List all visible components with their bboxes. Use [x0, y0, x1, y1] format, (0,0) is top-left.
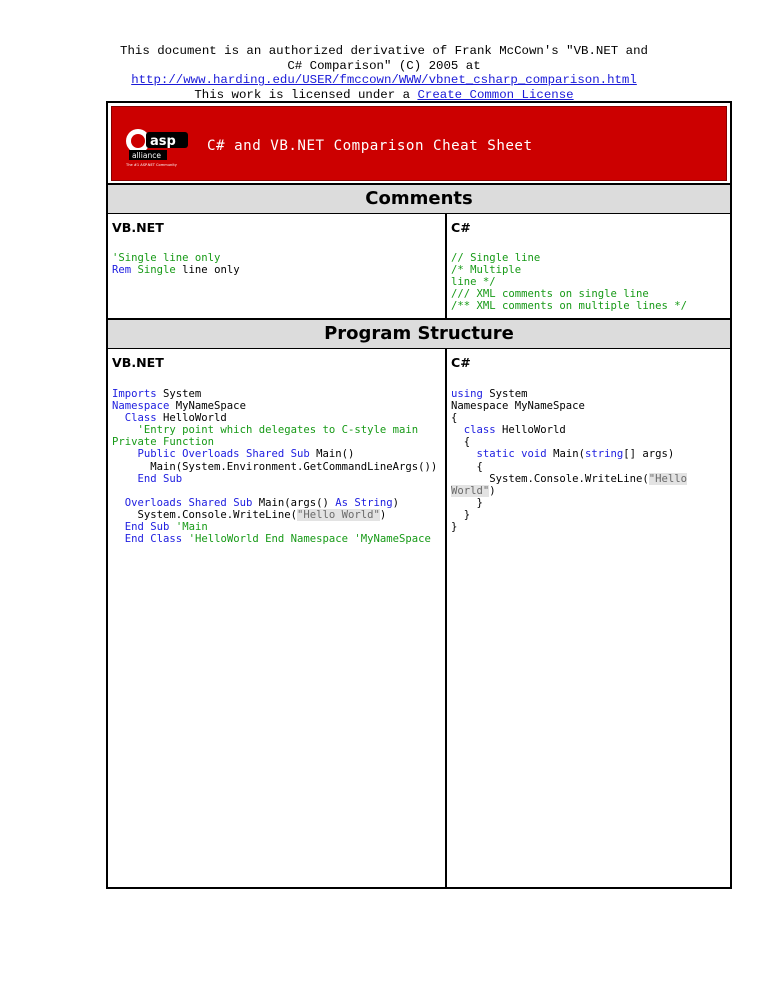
code-keyword: Public Overloads Shared Sub [137, 448, 310, 461]
code-string: "Hello [648, 472, 687, 485]
code-line [451, 412, 457, 424]
code-text: } [451, 496, 483, 509]
structure-vbnet-heading: VB.NET [112, 355, 164, 370]
structure-csharp-heading: C# [451, 355, 471, 370]
license-prefix: This work is licensed under a [194, 87, 418, 102]
code-text: Main( [546, 448, 585, 461]
code-comment: /// XML comments on single line [451, 288, 649, 301]
logo-sub-text: alliance [132, 151, 161, 160]
code-comment: 'Entry point which delegates to C-style main [137, 424, 419, 437]
code-text: } [451, 521, 458, 534]
comments-vbnet-heading: VB.NET [112, 220, 164, 235]
aspalliance-logo-icon [124, 125, 190, 167]
code-line [112, 400, 246, 412]
structure-vbnet-code [112, 388, 437, 545]
structure-csharp-code [451, 388, 687, 533]
code-text: Main(System.Environment.GetCommandLineArgs()) [112, 460, 438, 473]
code-keyword: Imports [112, 388, 157, 400]
code-line [451, 400, 585, 412]
code-keyword: Overloads Shared Sub [124, 496, 253, 509]
code-line [451, 264, 521, 276]
code-comment: Single [131, 264, 176, 277]
code-text: Main(args() [252, 496, 336, 509]
code-text: System [482, 388, 528, 400]
code-line [451, 388, 528, 400]
code-text: { [451, 412, 458, 425]
banner-title: C# and VB.NET Comparison Cheat Sheet [207, 138, 533, 154]
code-keyword: End Sub [124, 521, 170, 534]
notice-line-2: C# Comparison" (C) 2005 at [287, 58, 481, 73]
code-text [451, 424, 464, 436]
section-heading-comments: Comments [108, 183, 730, 214]
code-text: } [451, 508, 471, 521]
code-comment: /** XML comments on multiple lines */ [451, 300, 687, 313]
code-text: Namespace MyNameSpace [451, 400, 585, 413]
code-line [112, 412, 227, 424]
code-line [112, 497, 399, 509]
code-text: MyNameSpace [169, 400, 246, 413]
code-keyword: string [584, 448, 624, 461]
code-text [112, 497, 125, 509]
code-line [112, 436, 214, 448]
code-line [112, 533, 431, 545]
comments-csharp-heading: C# [451, 220, 471, 235]
code-keyword: As String [335, 496, 393, 509]
code-line [112, 521, 208, 533]
code-line [451, 252, 540, 264]
notice-line-1: This document is an authorized derivative of Frank McCown's "VB.NET and [120, 44, 648, 58]
comments-csharp-code [451, 252, 687, 312]
code-line [112, 264, 240, 276]
code-comment: 'HelloWorld End Namespace 'MyNameSpace [188, 533, 431, 546]
code-comment: line */ [451, 276, 496, 289]
code-comment: /* Multiple [451, 264, 522, 277]
cheat-sheet [106, 101, 732, 889]
logo-tagline: The #1 ASP.NET Community [126, 163, 177, 167]
code-comment: Private Function [112, 436, 215, 449]
code-line [112, 388, 201, 400]
column-divider [445, 349, 447, 889]
code-line [112, 252, 220, 264]
code-text [112, 424, 138, 436]
code-keyword: class [463, 424, 496, 437]
code-comment: 'Main [175, 521, 208, 534]
code-line [112, 424, 418, 436]
code-text [451, 448, 477, 460]
code-text: ) [392, 496, 400, 509]
code-text: HelloWorld [156, 412, 227, 425]
license-notice [0, 44, 768, 102]
code-text [112, 412, 125, 424]
code-line [451, 485, 496, 497]
column-divider [445, 214, 447, 318]
code-line [451, 300, 687, 312]
code-line [451, 521, 457, 533]
code-keyword: Class [124, 412, 157, 425]
code-text [112, 473, 138, 485]
section-heading-program-structure: Program Structure [108, 318, 730, 349]
code-comment: 'Single line only [112, 252, 221, 264]
code-text: Main() [309, 448, 355, 461]
code-text: HelloWorld [495, 424, 566, 437]
code-text: [] args) [623, 448, 675, 461]
code-keyword: static void [476, 448, 547, 461]
code-line [451, 509, 470, 521]
code-line [112, 448, 354, 460]
code-keyword: Rem [112, 264, 132, 277]
code-line [451, 276, 496, 288]
code-keyword: Namespace [112, 400, 170, 413]
code-line [451, 497, 483, 509]
source-url-link[interactable]: http://www.harding.edu/USER/fmccown/WWW/vbnet_csharp_comparison.html [131, 73, 637, 88]
header-banner [111, 106, 727, 181]
code-text: System [156, 388, 202, 400]
code-line [451, 424, 566, 436]
comments-vbnet-code [112, 252, 240, 276]
code-line [451, 448, 674, 460]
code-text: System.Console.WriteLine( [451, 472, 649, 485]
code-line [451, 461, 483, 473]
code-text [112, 533, 125, 545]
code-line [112, 461, 437, 473]
code-line [451, 288, 649, 300]
logo-text: asp [150, 134, 176, 149]
code-text: System.Console.WriteLine( [112, 508, 297, 521]
code-keyword: using [451, 388, 483, 400]
code-comment: // Single line [451, 252, 541, 264]
code-text: ) [379, 508, 387, 521]
code-text [112, 448, 138, 460]
code-keyword: End Class [124, 533, 183, 546]
code-keyword: End Sub [137, 472, 183, 485]
code-text: { [451, 460, 483, 473]
code-text [112, 521, 125, 533]
code-string: World" [451, 484, 490, 497]
code-text: { [451, 436, 471, 449]
code-string: "Hello World" [296, 508, 380, 521]
code-line [112, 473, 182, 485]
license-link[interactable]: Create Common License [417, 87, 574, 102]
code-text: ) [489, 484, 496, 497]
code-text: line only [175, 264, 240, 277]
code-line [451, 473, 687, 485]
code-line [112, 509, 386, 521]
code-line [451, 436, 470, 448]
